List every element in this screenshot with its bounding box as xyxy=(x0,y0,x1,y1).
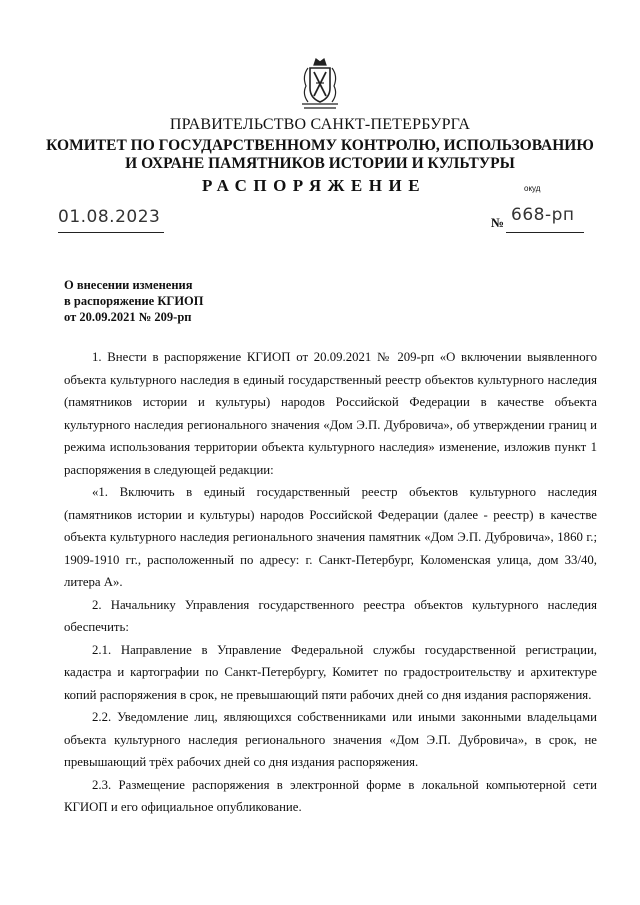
document-body xyxy=(64,346,597,819)
document-type-title: РАСПОРЯЖЕНИЕ xyxy=(201,176,427,195)
number-sign: № xyxy=(491,215,505,230)
number-underline xyxy=(506,232,584,233)
paragraph-1: 1. Внести в распоряжение КГИОП от 20.09.2021 № 209-рп «О включении выявленного объекта культурного наследия в единый государственный реестр объектов культурного наследия (памятников истории и культуры) народов Российской Федерации в качестве объекта культурного наследия регионального значения «Дом Э.П. Дубровича», об утверждении границ и режима использования территории объекта культурного наследия» изменение, изложив пункт 1 распоряжения в следующей редакции: xyxy=(64,350,597,477)
document-subject xyxy=(64,277,324,325)
paragraph-2-1: 2.1. Направление в Управление Федеральной службы государственной регистрации, кадастра и картографии по Санкт-Петербургу, Комитет по градостроительству и архитектуре копий распоряжения в срок, не превышающий пяти рабочих дней со дня издания распоряжения. xyxy=(64,642,597,702)
committee-name-line2: И ОХРАНЕ ПАМЯТНИКОВ ИСТОРИИ И КУЛЬТУРЫ xyxy=(125,155,515,172)
document-date: 01.08.2023 xyxy=(58,207,161,227)
coat-of-arms-icon xyxy=(296,56,344,112)
paragraph-2-2: 2.2. Уведомление лиц, являющихся собственниками или иными законными владельцами объекта культурного наследия регионального значения «Дом Э.П. Дубровича», в срок, не превышающий трёх рабочих дней со дня издания распоряжения. xyxy=(64,710,597,769)
subject-line: О внесении изменения xyxy=(64,278,193,292)
date-underline xyxy=(58,232,164,233)
paragraph-2-3: 2.3. Размещение распоряжения в электронной форме в локальной компьютерной сети КГИОП и его официальное опубликование. xyxy=(64,777,597,814)
document-number: 668-рп xyxy=(511,205,575,225)
paragraph-2: 2. Начальнику Управления государственного реестра объектов культурного наследия обеспечить: xyxy=(64,597,597,634)
paragraph-quoted-item-1: «1. Включить в единый государственный реестр объектов культурного наследия (памятников истории и культуры) народов Российской Федерации (далее - реестр) в качестве объекта культурного наследия регионального значения памятник «Дом Э.П. Дубровича», 1860 г.; 1909-1910 гг., расположенный по адресу: г. Санкт-Петербург, Коломенская улица, дом 33/40, литера А». xyxy=(64,485,597,589)
government-name: ПРАВИТЕЛЬСТВО САНКТ-ПЕТЕРБУРГА xyxy=(169,116,471,133)
subject-line: от 20.09.2021 № 209-рп xyxy=(64,310,192,324)
subject-line: в распоряжение КГИОП xyxy=(64,294,204,308)
committee-name-line1: КОМИТЕТ ПО ГОСУДАРСТВЕННОМУ КОНТРОЛЮ, ИСПОЛЬЗОВАНИЮ xyxy=(46,137,594,154)
okud-label: окуд xyxy=(524,184,541,193)
